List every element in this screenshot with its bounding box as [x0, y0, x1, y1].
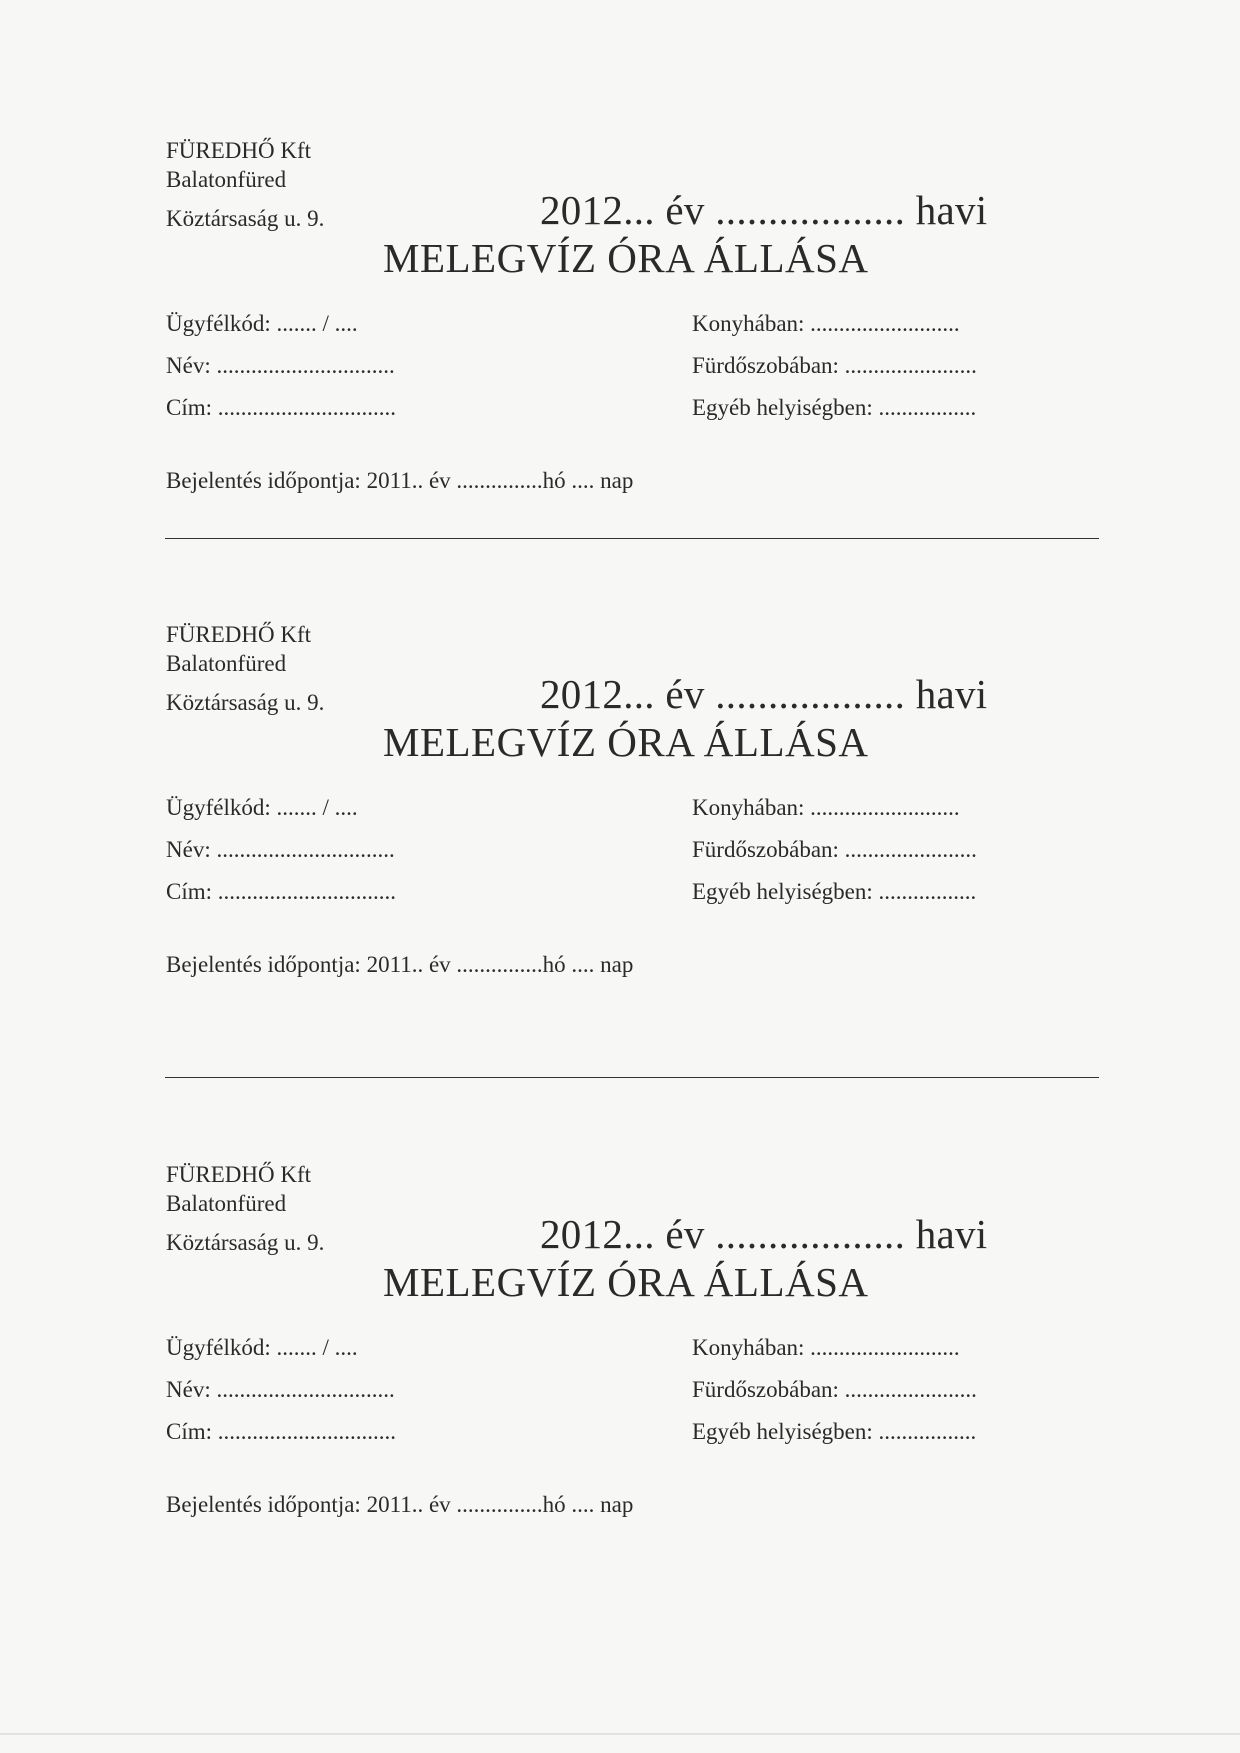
company-city: Balatonfüred [166, 651, 287, 676]
company-header [166, 620, 311, 678]
company-name: FÜREDHŐ Kft [166, 622, 312, 647]
bathroom-field: Fürdőszobában: ....................... [692, 837, 977, 862]
other-room-field: Egyéb helyiségben: ................. [692, 1419, 977, 1444]
kitchen-field: Konyhában: .......................... [692, 311, 960, 336]
other-room-field: Egyéb helyiségben: ................. [692, 395, 977, 420]
period-line: 2012... év .................. havi [540, 187, 988, 233]
client-code-field: Ügyfélkód: ....... / .... [166, 795, 358, 820]
cut-line-1 [165, 538, 1099, 539]
address-field: Cím: ............................... [166, 879, 397, 904]
kitchen-field: Konyhában: .......................... [692, 795, 960, 820]
period-line: 2012... év .................. havi [540, 1211, 988, 1257]
company-header [166, 136, 311, 194]
meter-reading-form-3 [0, 1160, 1240, 1560]
form-title: MELEGVÍZ ÓRA ÁLLÁSA [383, 719, 869, 765]
meter-reading-form-2 [0, 620, 1240, 1020]
company-city: Balatonfüred [166, 167, 287, 192]
report-date-field: Bejelentés időpontja: 2011.. év ...............hó .... nap [166, 1492, 634, 1517]
name-field: Név: ............................... [166, 1377, 395, 1402]
kitchen-field: Konyhában: .......................... [692, 1335, 960, 1360]
cut-line-2 [165, 1077, 1099, 1078]
period-line: 2012... év .................. havi [540, 671, 988, 717]
meter-reading-form-1 [0, 136, 1240, 536]
company-street: Köztársaság u. 9. [166, 1230, 325, 1255]
form-title: MELEGVÍZ ÓRA ÁLLÁSA [383, 1259, 869, 1305]
report-date-field: Bejelentés időpontja: 2011.. év ...............hó .... nap [166, 952, 634, 977]
name-field: Név: ............................... [166, 837, 395, 862]
address-field: Cím: ............................... [166, 395, 397, 420]
company-header [166, 1160, 311, 1218]
name-field: Név: ............................... [166, 353, 395, 378]
client-code-field: Ügyfélkód: ....... / .... [166, 1335, 358, 1360]
form-title: MELEGVÍZ ÓRA ÁLLÁSA [383, 235, 869, 281]
company-name: FÜREDHŐ Kft [166, 1162, 312, 1187]
other-room-field: Egyéb helyiségben: ................. [692, 879, 977, 904]
client-code-field: Ügyfélkód: ....... / .... [166, 311, 358, 336]
company-street: Köztársaság u. 9. [166, 206, 325, 231]
report-date-field: Bejelentés időpontja: 2011.. év ...............hó .... nap [166, 468, 634, 493]
company-city: Balatonfüred [166, 1191, 287, 1216]
company-street: Köztársaság u. 9. [166, 690, 325, 715]
scan-edge-line [0, 1733, 1240, 1735]
company-name: FÜREDHŐ Kft [166, 138, 312, 163]
bathroom-field: Fürdőszobában: ....................... [692, 353, 977, 378]
bathroom-field: Fürdőszobában: ....................... [692, 1377, 977, 1402]
address-field: Cím: ............................... [166, 1419, 397, 1444]
